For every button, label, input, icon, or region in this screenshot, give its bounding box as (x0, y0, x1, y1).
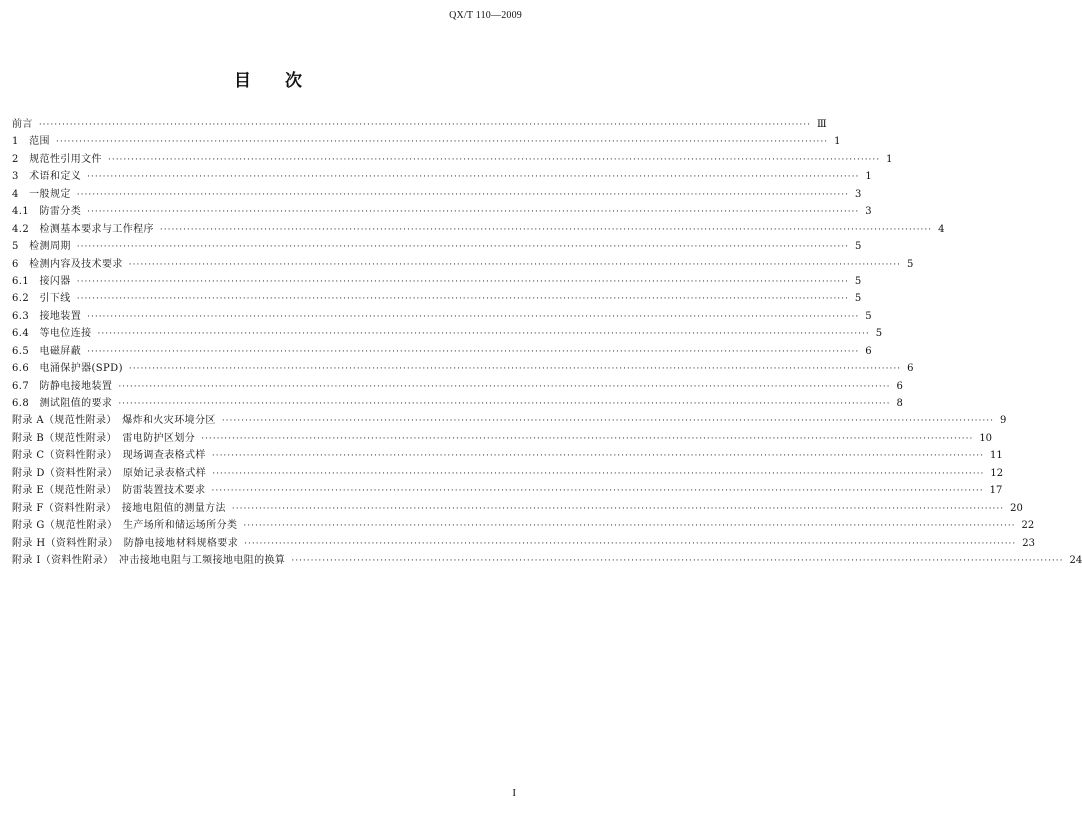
toc-dot-leader: ········································································································································································································ (221, 416, 994, 427)
toc-dot-leader: ········································································································································································································ (201, 433, 974, 444)
page-title: 目次 (234, 71, 336, 91)
toc-entry-page: 5 (865, 310, 872, 322)
toc-entry-page: 1 (886, 153, 893, 165)
toc-entry-page: 17 (989, 485, 1003, 497)
toc-entry[interactable] (12, 343, 872, 360)
toc-dot-leader: ········································································································································································································ (211, 451, 985, 462)
toc-entry[interactable] (12, 430, 993, 447)
toc-entry[interactable] (12, 203, 872, 220)
toc-entry-page: 6 (896, 380, 903, 392)
toc-entry[interactable] (12, 535, 1036, 552)
toc-entry-page: 10 (979, 432, 993, 444)
toc-entry-label: 4.1 防雷分类 (12, 206, 82, 218)
toc-entry-label: 附录 F（资料性附录） 接地电阻值的测量方法 (12, 502, 226, 514)
toc-dot-leader: ········································································································································································································ (38, 120, 811, 130)
toc-entry-label: 4.2 检测基本要求与工作程序 (12, 223, 154, 235)
toc-entry[interactable] (12, 378, 903, 395)
toc-entry-page: 5 (875, 328, 883, 340)
toc-entry-page: 12 (990, 467, 1004, 479)
toc-entry-label: 6.4 等电位连接 (12, 328, 92, 340)
toc-entry[interactable] (12, 221, 945, 238)
toc-entry-page: 1 (865, 171, 872, 183)
toc-entry[interactable] (12, 133, 841, 150)
toc-entry-page: 5 (854, 275, 862, 287)
toc-entry-page: 5 (854, 293, 862, 305)
toc-entry[interactable] (12, 500, 1023, 517)
toc-entry[interactable] (12, 482, 1003, 499)
toc-entry-label: 附录 G（规范性附录） 生产场所和储运场所分类 (12, 520, 238, 532)
toc-dot-leader: ········································································································································································································ (244, 538, 1017, 549)
toc-entry-label: 6.6 电涌保护器(SPD) (12, 363, 123, 375)
toc-dot-leader: ········································································································································································································ (97, 329, 870, 340)
toc-dot-leader: ········································································································································································································ (76, 276, 849, 287)
toc-dot-leader: ········································································································································································································ (212, 468, 985, 479)
toc-entry-label: 附录 A（规范性附录） 爆炸和火灾环境分区 (12, 415, 216, 427)
toc-entry[interactable] (12, 360, 914, 377)
toc-dot-leader: ········································································································································································································ (76, 189, 849, 200)
toc-dot-leader: ········································································································································································································ (107, 154, 881, 165)
toc-entry[interactable] (12, 186, 862, 203)
document-code-header: QX/T 110—2009 (449, 10, 522, 21)
toc-entry-page: 11 (990, 450, 1003, 462)
toc-entry-page: 5 (906, 258, 914, 270)
toc-dot-leader: ········································································································································································································ (128, 364, 902, 375)
page-number: I (512, 787, 516, 799)
toc-dot-leader: ········································································································································································································ (87, 207, 860, 218)
toc-dot-leader: ········································································································································································································ (159, 224, 933, 235)
toc-entry[interactable] (12, 290, 862, 307)
toc-entry-page: 6 (907, 363, 914, 375)
toc-dot-leader: ········································································································································································································ (87, 172, 860, 183)
toc-dot-leader: ········································································································································································································ (243, 521, 1016, 532)
toc-entry[interactable] (12, 308, 872, 325)
toc-entry-page: 20 (1010, 502, 1023, 514)
toc-dot-leader: ········································································································································································································ (55, 137, 829, 148)
toc-dot-leader: ········································································································································································································ (118, 381, 891, 392)
toc-dot-leader: ········································································································································································································ (76, 242, 849, 253)
toc-entry-label: 6 检测内容及技术要求 (12, 258, 123, 270)
toc-entry-label: 附录 E（规范性附录） 防雷装置技术要求 (12, 485, 206, 497)
toc-dot-leader: ········································································································································································································ (291, 555, 1064, 566)
toc-entry[interactable] (12, 447, 1003, 464)
toc-entry-page: 4 (938, 223, 945, 235)
toc-entry[interactable] (12, 238, 862, 255)
toc-entry-page: Ⅲ (816, 119, 827, 130)
toc-entry-label: 6.3 接地装置 (12, 310, 82, 322)
toc-entry-page: 3 (865, 206, 872, 218)
toc-entry[interactable] (12, 256, 914, 273)
toc-entry-label: 4 一般规定 (12, 188, 71, 200)
toc-entry-label: 附录 I（资料性附录） 冲击接地电阻与工频接地电阻的换算 (12, 554, 286, 566)
toc-dot-leader: ········································································································································································································ (76, 294, 849, 305)
toc-entry-page: 8 (896, 398, 903, 409)
toc-entry-label: 附录 H（资料性附录） 防静电接地材料规格要求 (12, 537, 239, 549)
toc-entry[interactable] (12, 395, 903, 412)
toc-entry-label: 1 范围 (12, 136, 50, 148)
toc-dot-leader: ········································································································································································································ (87, 346, 860, 357)
toc-entry-label: 2 规范性引用文件 (12, 153, 102, 165)
toc-dot-leader: ········································································································································································································ (87, 311, 860, 322)
toc-entry-page: 22 (1021, 520, 1035, 532)
toc-entry[interactable] (12, 116, 827, 133)
toc-entry-page: 9 (999, 415, 1007, 427)
toc-entry-page: 6 (865, 345, 872, 357)
toc-entry[interactable] (12, 168, 872, 185)
toc-entry-page: 3 (854, 188, 862, 200)
toc-entry-label: 6.5 电磁屏蔽 (12, 345, 82, 357)
toc-entry-page: 23 (1022, 537, 1036, 549)
toc-dot-leader: ········································································································································································································ (118, 399, 891, 409)
toc-entry[interactable] (12, 517, 1035, 534)
toc-dot-leader: ········································································································································································································ (128, 259, 901, 270)
toc-entry[interactable] (12, 325, 883, 342)
toc-entry-label: 6.2 引下线 (12, 293, 71, 305)
toc-entry-label: 6.7 防静电接地装置 (12, 380, 113, 392)
toc-entry-label: 前言 (12, 119, 33, 130)
table-of-contents (12, 116, 1082, 569)
toc-entry-label: 5 检测周期 (12, 241, 71, 253)
toc-entry-page: 1 (834, 136, 841, 148)
toc-entry[interactable] (12, 552, 1082, 569)
toc-entry-label: 附录 B（规范性附录） 雷电防护区划分 (12, 432, 196, 444)
toc-entry-label: 6.8 测试阻值的要求 (12, 398, 113, 409)
toc-entry-label: 6.1 接闪器 (12, 275, 71, 287)
toc-entry-label: 附录 C（资料性附录） 现场调查表格式样 (12, 450, 206, 462)
toc-dot-leader: ········································································································································································································ (231, 503, 1005, 514)
toc-entry[interactable] (12, 465, 1004, 482)
toc-entry-label: 附录 D（资料性附录） 原始记录表格式样 (12, 467, 207, 479)
toc-entry[interactable] (12, 412, 1007, 429)
toc-entry[interactable] (12, 273, 862, 290)
toc-entry-page: 24 (1069, 554, 1082, 566)
toc-entry-page: 5 (854, 241, 862, 253)
toc-entry-label: 3 术语和定义 (12, 171, 82, 183)
toc-entry[interactable] (12, 151, 893, 168)
toc-dot-leader: ········································································································································································································ (211, 486, 984, 497)
